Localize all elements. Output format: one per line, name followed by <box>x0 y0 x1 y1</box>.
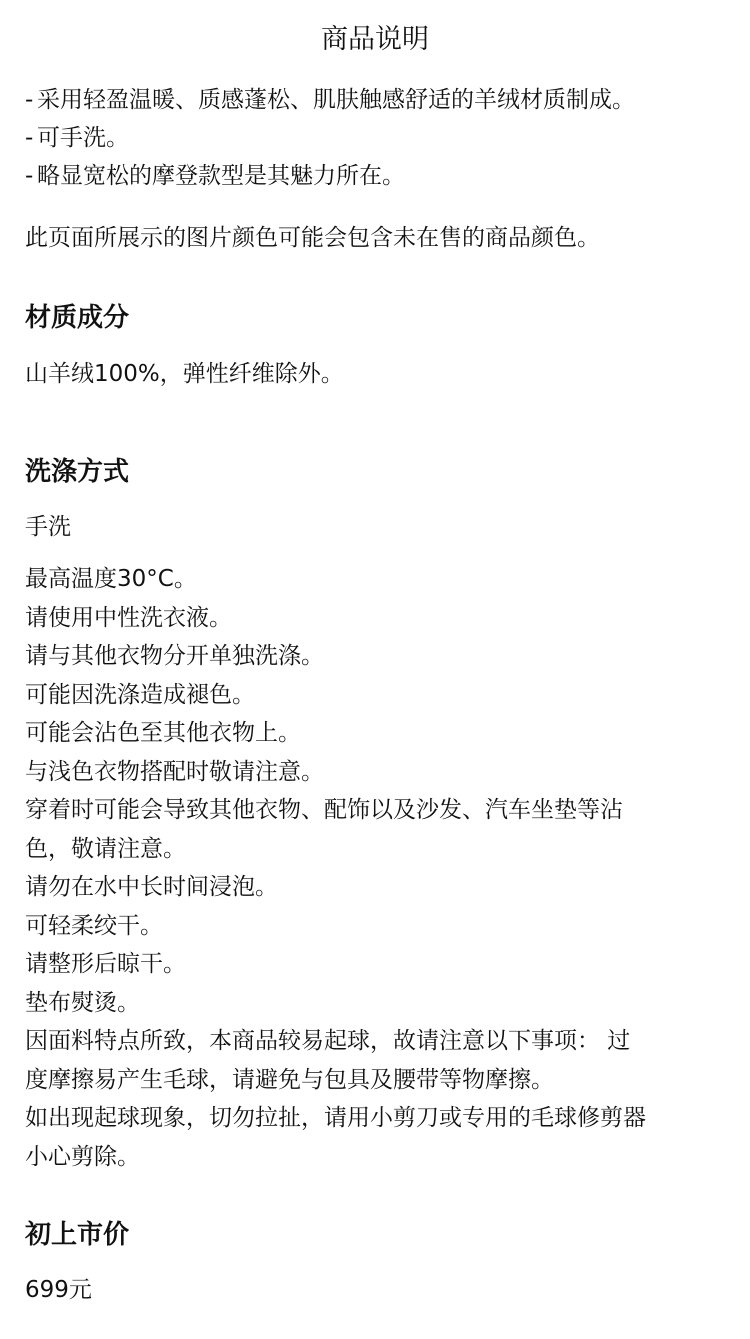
washing-method: 手洗 <box>25 514 71 540</box>
washing-note: 度摩擦易产生毛球，请避免与包具及腰带等物摩擦。 <box>25 1066 554 1093</box>
washing-note: 因面料特点所致，本商品较易起球，故请注意以下事项： 过 <box>25 1028 631 1054</box>
description-bullet: - 略显宽松的摩登款型是其魅力所在。 <box>25 163 405 189</box>
price-heading: 初上市价 <box>25 1220 130 1250</box>
washing-note: 可能因洗涤造成褪色。 <box>25 681 255 708</box>
washing-note: 可轻柔绞干。 <box>25 912 163 939</box>
material-composition: 山羊绒100%，弹性纤维除外。 <box>25 361 344 387</box>
washing-note: 与浅色衣物搭配时敬请注意。 <box>25 758 324 785</box>
page-title: 商品说明 <box>321 24 429 55</box>
color-notice: 此页面所展示的图片颜色可能会包含未在售的商品颜色。 <box>25 225 600 251</box>
washing-note: 可能会沾色至其他衣物上。 <box>25 720 301 746</box>
description-bullet: - 采用轻盈温暖、质感蓬松、肌肤触感舒适的羊绒材质制成。 <box>25 87 635 113</box>
washing-note: 请整形后晾干。 <box>25 951 186 977</box>
washing-note: 请使用中性洗衣液。 <box>25 604 232 631</box>
washing-note: 最高温度30°C。 <box>25 566 197 592</box>
washing-note: 请与其他衣物分开单独洗涤。 <box>25 643 324 669</box>
washing-note: 小心剪除。 <box>25 1143 140 1170</box>
material-heading: 材质成分 <box>25 303 130 333</box>
washing-note: 垫布熨烫。 <box>25 989 140 1016</box>
washing-note: 色，敬请注意。 <box>25 835 186 862</box>
washing-note: 请勿在水中长时间浸泡。 <box>25 874 278 900</box>
washing-heading: 洗涤方式 <box>25 457 130 487</box>
description-bullets <box>25 81 725 195</box>
washing-note: 如出现起球现象，切勿拉扯，请用小剪刀或专用的毛球修剪器 <box>25 1105 646 1131</box>
price-value: 699元 <box>25 1277 92 1303</box>
description-bullet: - 可手洗。 <box>25 125 129 151</box>
washing-notes <box>25 560 725 1176</box>
washing-note: 穿着时可能会导致其他衣物、配饰以及沙发、汽车坐垫等沾 <box>25 797 623 823</box>
